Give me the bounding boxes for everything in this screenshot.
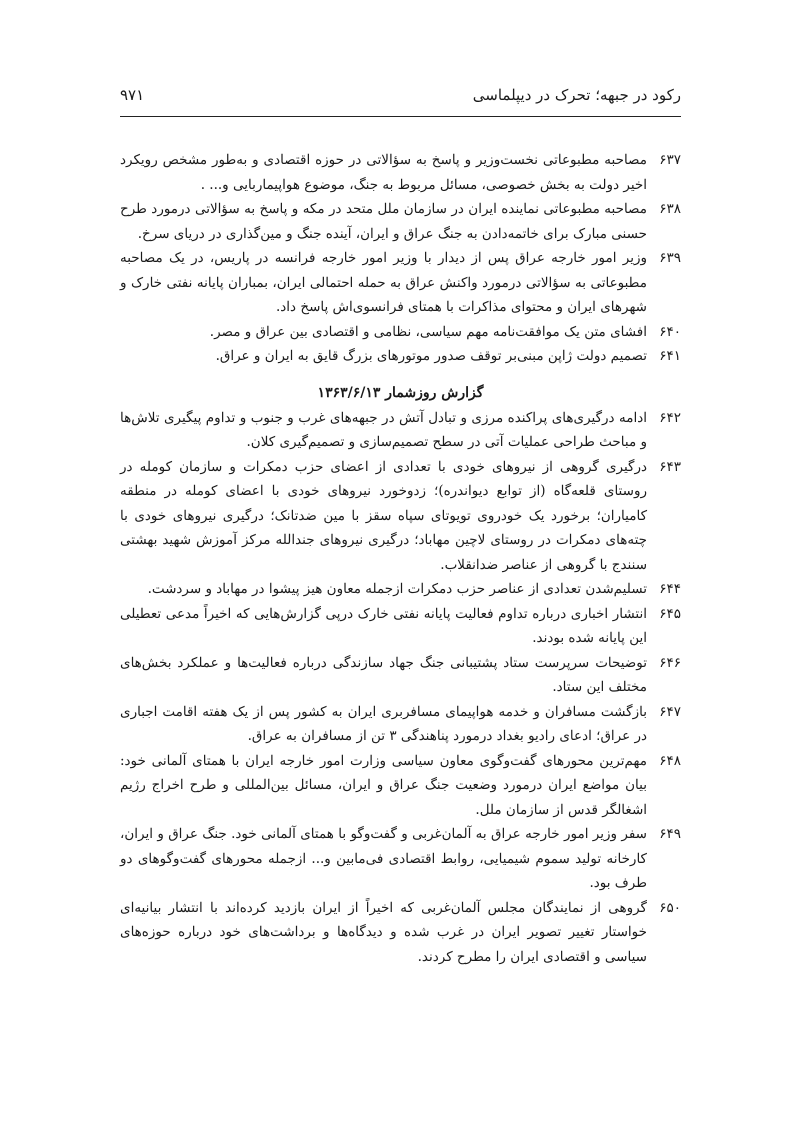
running-header-title: رکود در جبهه؛ تحرک در دیپلماسی: [472, 86, 681, 104]
entry-number: ۶۴۴: [659, 581, 681, 597]
entry-649: [120, 822, 681, 896]
entry-number: ۶۴۱: [659, 348, 681, 364]
entry-650: [120, 896, 681, 970]
section-heading: گزارش روزشمار ۱۳۶۳/۶/۱۳: [317, 384, 484, 401]
entry-number: ۶۳۷: [659, 152, 681, 168]
entry-637: [120, 148, 681, 197]
entry-644: [120, 577, 681, 602]
entry-text: افشای متن یک موافقت‌نامه مهم سیاسی، نظامی و اقتصادی بین عراق و مصر.: [209, 323, 647, 340]
entry-645: [120, 602, 681, 651]
entry-text: تصمیم دولت ژاپن مبنی‌بر توقف صدور موتورهای بزرگ قایق به ایران و عراق.: [215, 348, 647, 364]
entry-640: [120, 320, 681, 345]
entry-text: ادامه درگیری‌های پراکنده مرزی و تبادل آتش در جبهه‌های غرب و جنوب و تداوم پیگیری تلاش‌ها و مباحث طراحی عملیات آتی در سطح تصمیم‌سازی و تصمیم‌گیری کلان.: [120, 409, 647, 450]
entry-number: ۶۴۹: [659, 826, 681, 842]
entry-text: سفر وزیر امور خارجه عراق به آلمان‌غربی و گفت‌وگو با همتای آلمانی خود. جنگ عراق و ایران، کارخانه تولید سموم شیمیایی، روابط اقتصادی فی‌مابین و... ازجمله محورهای گفت‌وگوهای دو طرف بود.: [120, 826, 647, 891]
entry-646: [120, 651, 681, 700]
entry-number: ۶۴۰: [659, 323, 681, 340]
entry-text: مصاحبه مطبوعاتی نخست‌وزیر و پاسخ به سؤالاتی در حوزه اقتصادی و به‌طور مشخص رویکرد اخیر دولت به بخش خصوصی، مسائل مربوط به جنگ، موضوع هواپیماربایی و... .: [120, 152, 647, 193]
entry-text: وزیر امور خارجه عراق پس از دیدار با وزیر امور خارجه فرانسه در پاریس، در یک مصاحبه مطبوعاتی به سؤالاتی درمورد واکنش عراق به حمله احتمالی ایران، بمباران پایانه نفتی خارک و شهرهای ایران و محتوای مذاکرات با همتای فرانسوی‌اش پاسخ داد.: [120, 250, 647, 315]
entry-number: ۶۴۷: [659, 703, 681, 720]
entry-number: ۶۳۹: [659, 250, 681, 266]
entry-text: تسلیم‌شدن تعدادی از عناصر حزب دمکرات ازجمله معاون هیز پیشوا در مهاباد و سردشت.: [147, 581, 647, 597]
entry-number: ۶۴۵: [659, 605, 681, 622]
entry-text: بازگشت مسافران و خدمه هواپیمای مسافربری ایران به کشور پس از یک هفته اقامت اجباری در عراق؛ ادعای رادیو بغداد درمورد پناهندگی ۳ تن از مسافران به عراق.: [120, 703, 647, 744]
entry-647: [120, 700, 681, 749]
entry-text: توضیحات سرپرست ستاد پشتیبانی جنگ جهاد سازندگی درباره فعالیت‌ها و عملکرد بخش‌های مختلف این ستاد.: [120, 654, 647, 695]
entry-number: ۶۴۳: [659, 458, 681, 475]
entry-number: ۶۴۶: [659, 654, 681, 671]
entry-number: ۶۳۸: [659, 201, 681, 217]
header-divider: [120, 116, 681, 117]
entry-text: درگیری گروهی از نیروهای خودی با تعدادی از اعضای حزب دمکرات و سازمان کومله در روستای قلعه‌گاه (از توابع دیواندره)؛ زدوخورد نیروهای خودی با اعضای کومله در منطقه کامیاران؛ برخورد یک خودروی تویوتای سپاه سقز با مین ضدتانک؛ درگیری نیروهای خودی با چته‌های دمکرات در روستای لاچین مهاباد؛ درگیری نیروهای جندالله مرکز آموزش شهید بهشتی سنندج با گروهی از عناصر ضدانقلاب.: [120, 458, 647, 573]
entry-643: [120, 455, 681, 578]
entry-number: ۶۴۲: [659, 409, 681, 426]
entry-639: [120, 246, 681, 320]
entry-648: [120, 749, 681, 823]
entry-number: ۶۴۸: [659, 752, 681, 769]
page-number: ۹۷۱: [120, 86, 145, 104]
entry-text: گروهی از نمایندگان مجلس آلمان‌غربی که اخیراً از ایران بازدید کرده‌اند با انتشار بیانیه‌ای خواستار تغییر تصویر ایران در غرب شده و دیدگاه‌ها و برداشت‌های خود درباره حوزه‌های سیاسی و اقتصادی ایران را مطرح کردند.: [120, 899, 647, 965]
chronology-body: [120, 148, 681, 969]
entry-642: [120, 406, 681, 455]
entry-641: [120, 344, 681, 369]
running-header: [120, 86, 681, 110]
entry-text: مهم‌ترین محورهای گفت‌وگوی معاون سیاسی وزارت امور خارجه ایران با همتای آلمانی خود: بیان مواضع ایران درمورد وضعیت جنگ عراق و ایران، مسائل بین‌المللی و طرح اخراج رژیم اشغالگر قدس از سازمان ملل.: [120, 752, 647, 818]
entry-number: ۶۵۰: [659, 899, 681, 916]
entry-638: [120, 197, 681, 246]
entry-text: مصاحبه مطبوعاتی نماینده ایران در سازمان ملل متحد در مکه و پاسخ به سؤالاتی درمورد طرح حسنی مبارک برای خاتمه‌دادن به جنگ عراق و ایران، آینده جنگ و مین‌گذاری در دریای سرخ.: [120, 201, 647, 242]
entry-text: انتشار اخباری درباره تداوم فعالیت پایانه نفتی خارک درپی گزارش‌هایی که اخیراً مدعی تعطیلی این پایانه شده بودند.: [120, 605, 647, 646]
